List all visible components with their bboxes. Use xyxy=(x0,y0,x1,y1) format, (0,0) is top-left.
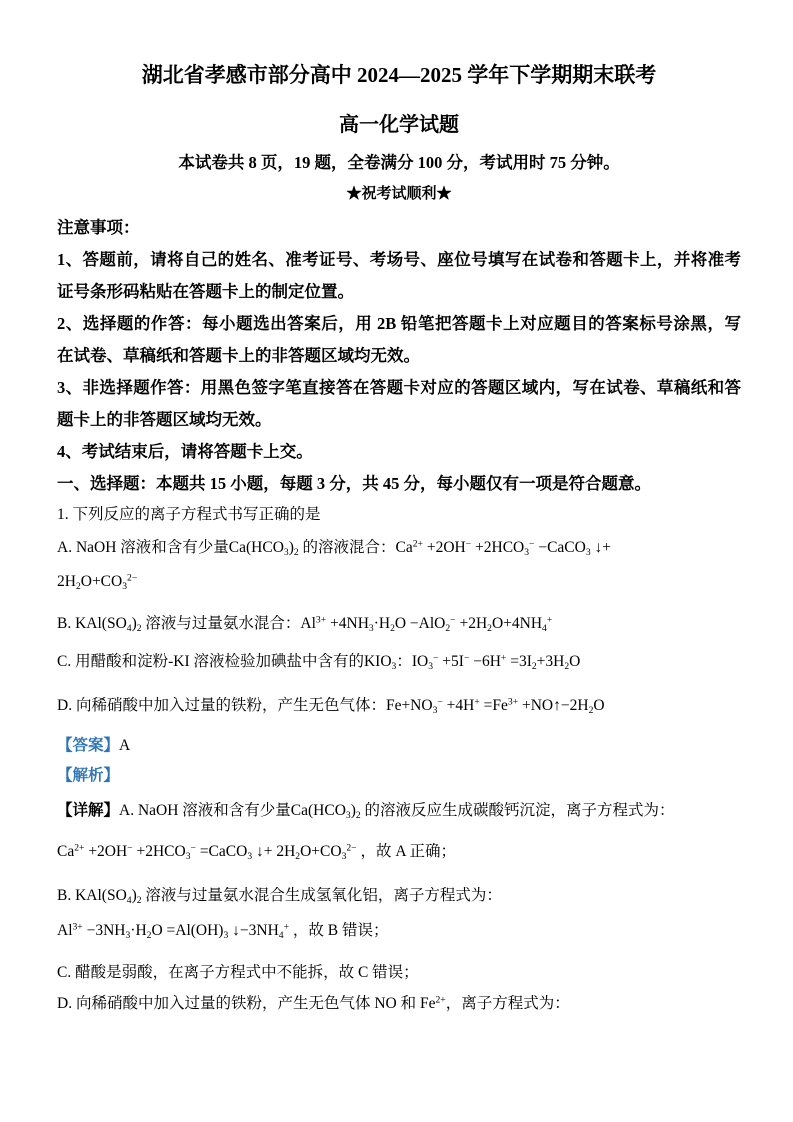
option-a: A. NaOH 溶液和含有少量$Ca(HCO_3)_2$ 的溶液混合：$Ca^{2+} +2OH^- +2HCO_3^-$ −CaCO$_3$ ↓+ xyxy=(57,538,612,558)
option-b: B. $KAl(SO_4)_2$ 溶液与过量氨水混合：$Al^{3+} +4NH_3\cdot H_2O -AlO_2^- +2H_2O+4NH_4^+$ xyxy=(57,614,553,634)
notice-line-3a: 3、非选择题作答：用黑色签字笔直接答在答题卡对应的答题区域内，写在试卷、草稿纸和答 xyxy=(57,378,741,397)
analysis-line xyxy=(57,762,741,790)
notice-line-1a: 1、答题前，请将自己的姓名、准考证号、考场号、座位号填写在试卷和答题卡上，并将准考 xyxy=(57,250,741,269)
detail-a-line xyxy=(57,796,741,826)
detail-b-text: B. $KAl(SO_4)_2$ 溶液与过量氨水混合生成氢氧化铝，离子方程式为： xyxy=(57,887,502,906)
answer-line xyxy=(57,732,741,760)
detail-c-text: C. 醋酸是弱酸，在离子方程式中不能拆，故 C 错误； xyxy=(57,964,419,981)
detail-a-equation: $Ca^{2+} +2OH^- +2HCO_3^-$ =CaCO$_3$ ↓+ $2H_2O+CO_3^{2-}$ ，故 A 正确； xyxy=(57,842,457,862)
analysis-label: 【解析】 xyxy=(57,767,120,784)
notice-line-2b: 在试卷、草稿纸和答题卡上的非答题区域均无效。 xyxy=(57,346,420,365)
answer-label: 【答案】 xyxy=(57,737,120,754)
notice-line-1b: 证号条形码粘贴在答题卡上的制定位置。 xyxy=(57,282,354,301)
question-stem: 1. 下列反应的离子方程式书写正确的是 xyxy=(57,506,321,523)
exam-subtitle: 高一化学试题 xyxy=(339,114,459,136)
notice-line-4: 4、考试结束后，请将答题卡上交。 xyxy=(57,442,313,461)
wish-line: ★祝考试顺利★ xyxy=(346,186,452,202)
notice-heading: 注意事项： xyxy=(57,218,140,237)
detail-label: 【详解】 xyxy=(57,802,120,819)
exam-info-line: 本试卷共 8 页，19 题，全卷满分 100 分，考试用时 75 分钟。 xyxy=(178,153,620,172)
option-a-continued: $2H_2O+CO_3^{2-}$ xyxy=(57,572,138,592)
detail-b-equation: $Al^{3+} -3NH_3\cdot H_2O =Al(OH)_3$ $↓-3NH_4^+$ ，故 B 错误； xyxy=(57,921,389,941)
detail-a-text: A. NaOH 溶液和含有少量$Ca(HCO_3)_2$ 的溶液反应生成碳酸钙沉淀，离子方程式为： xyxy=(119,802,675,821)
answer-value: A xyxy=(119,737,131,754)
section-heading: 一、选择题：本题共 15 小题，每题 3 分，共 45 分，每小题仅有一项是符合题意。 xyxy=(57,474,651,493)
exam-title: 湖北省孝感市部分高中 2024—2025 学年下学期期末联考 xyxy=(141,63,657,87)
option-c: C. 用醋酸和淀粉-KI 溶液检验加碘盐中含有的$KIO_3$：$IO_3^- +5I^- -6H^+ =3I_2+3H_2O$ xyxy=(57,652,581,672)
detail-d-text: D. 向稀硝酸中加入过量的铁粉，产生无色气体 NO 和 $Fe^{2+}$，离子方程式为： xyxy=(57,994,570,1012)
notice-line-2a: 2、选择题的作答：每小题选出答案后，用 2B 铅笔把答题卡上对应题目的答案标号涂黑，写 xyxy=(57,314,741,333)
option-d: D. 向稀硝酸中加入过量的铁粉，产生无色气体：$Fe+NO_3^- +4H^+ =Fe^{3+}$ $+NO↑-2H_2O$ xyxy=(57,696,605,716)
notice-line-3b: 题卡上的非答题区域均无效。 xyxy=(57,410,272,429)
